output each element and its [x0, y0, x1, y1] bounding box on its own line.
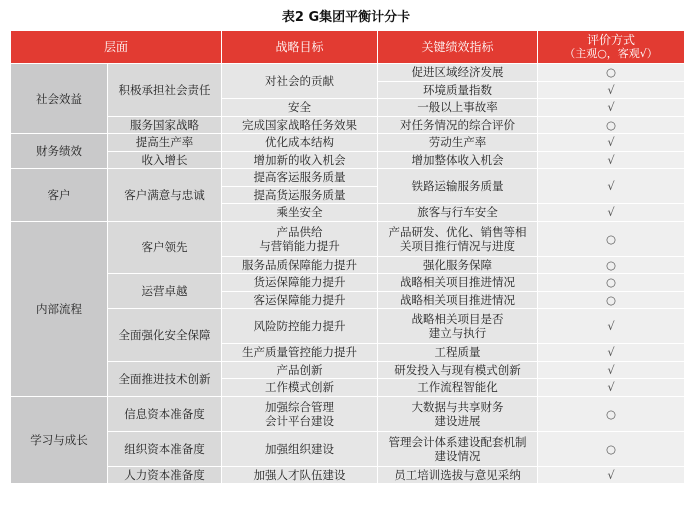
table-row [11, 309, 685, 344]
kpi-cell: 战略相关项目推进情况 [378, 291, 538, 309]
goal-cell: 风险防控能力提升 [222, 309, 378, 344]
goal-cell: 加强组织建设 [222, 431, 378, 466]
eval-cell: √ [538, 81, 685, 99]
table-row [11, 116, 685, 134]
kpi-cell: 员工培训选拔与意见采纳 [378, 466, 538, 484]
kpi-cell: 强化服务保障 [378, 256, 538, 274]
sublevel-cell: 服务国家战略 [108, 116, 222, 134]
goal-cell: 完成国家战略任务效果 [222, 116, 378, 134]
sublevel-cell: 全面推进技术创新 [108, 361, 222, 396]
kpi-text: 产品研发、优化、销售等相 关项目推行情况与进度 [388, 224, 527, 253]
sublevel-cell: 全面强化安全保障 [108, 309, 222, 362]
eval-cell: ○ [538, 396, 685, 431]
kpi-cell: 一般以上事故率 [378, 99, 538, 117]
kpi-cell: 铁路运输服务质量 [378, 169, 538, 204]
sublevel-cell: 提高生产率 [108, 134, 222, 152]
goal-cell: 产品创新 [222, 361, 378, 379]
header-eval-title: 评价方式 [587, 33, 636, 47]
kpi-text: 战略相关项目是否 建立与执行 [411, 312, 504, 340]
goal-cell: 客运保障能力提升 [222, 291, 378, 309]
kpi-cell: 对任务情况的综合评价 [378, 116, 538, 134]
header-eval-legend: （主观○，客观√） [564, 47, 658, 60]
goal-cell: 提高客运服务质量 [222, 169, 378, 187]
goal-text: 加强综合管理 会计平台建设 [265, 399, 335, 428]
table-row [11, 361, 685, 379]
goal-cell: 货运保障能力提升 [222, 274, 378, 292]
kpi-cell: 促进区域经济发展 [378, 64, 538, 82]
goal-cell [222, 221, 378, 256]
eval-cell: √ [538, 379, 685, 397]
goal-cell [222, 396, 378, 431]
eval-cell: ○ [538, 274, 685, 292]
table-row [11, 431, 685, 466]
table-row [11, 396, 685, 431]
table-row [11, 151, 685, 169]
eval-cell: √ [538, 151, 685, 169]
level-cell: 客户 [11, 169, 108, 222]
header-goal: 战略目标 [222, 31, 378, 64]
goal-cell: 服务品质保障能力提升 [222, 256, 378, 274]
header-level: 层面 [11, 31, 222, 64]
table-row [11, 466, 685, 484]
eval-cell: √ [538, 466, 685, 484]
kpi-cell: 旅客与行车安全 [378, 204, 538, 222]
sublevel-cell: 组织资本准备度 [108, 431, 222, 466]
goal-text: 产品供给 与营销能力提升 [259, 224, 340, 253]
sublevel-cell: 积极承担社会责任 [108, 64, 222, 117]
goal-cell: 对社会的贡献 [222, 64, 378, 99]
level-cell: 社会效益 [11, 64, 108, 134]
eval-cell: ○ [538, 64, 685, 82]
kpi-cell: 研发投入与现有模式创新 [378, 361, 538, 379]
eval-cell: √ [538, 99, 685, 117]
table-row [11, 64, 685, 82]
goal-cell: 优化成本结构 [222, 134, 378, 152]
kpi-cell: 增加整体收入机会 [378, 151, 538, 169]
kpi-cell [378, 431, 538, 466]
goal-cell: 生产质量管控能力提升 [222, 344, 378, 362]
kpi-cell: 劳动生产率 [378, 134, 538, 152]
sublevel-cell: 客户领先 [108, 221, 222, 274]
header-eval [538, 31, 685, 64]
goal-cell: 工作模式创新 [222, 379, 378, 397]
header-kpi: 关键绩效指标 [378, 31, 538, 64]
table-row [11, 221, 685, 256]
sublevel-cell: 信息资本准备度 [108, 396, 222, 431]
eval-cell: ○ [538, 291, 685, 309]
goal-cell: 提高货运服务质量 [222, 186, 378, 204]
kpi-cell: 工程质量 [378, 344, 538, 362]
eval-cell: √ [538, 309, 685, 344]
kpi-text: 管理会计体系建设配套机制 建设情况 [388, 434, 527, 463]
kpi-cell [378, 396, 538, 431]
kpi-cell [378, 309, 538, 344]
kpi-text: 大数据与共享财务 建设进展 [411, 399, 504, 428]
kpi-cell: 工作流程智能化 [378, 379, 538, 397]
sublevel-cell: 运营卓越 [108, 274, 222, 309]
eval-cell: ○ [538, 116, 685, 134]
table-row [11, 169, 685, 187]
eval-cell: √ [538, 134, 685, 152]
eval-cell: ○ [538, 221, 685, 256]
kpi-cell: 环境质量指数 [378, 81, 538, 99]
eval-cell: √ [538, 344, 685, 362]
kpi-cell: 战略相关项目推进情况 [378, 274, 538, 292]
goal-cell: 安全 [222, 99, 378, 117]
table-row [11, 134, 685, 152]
sublevel-cell: 人力资本准备度 [108, 466, 222, 484]
eval-cell: ○ [538, 256, 685, 274]
sublevel-cell: 客户满意与忠诚 [108, 169, 222, 222]
table-title: 表2 G集团平衡计分卡 [281, 10, 411, 25]
eval-cell: √ [538, 204, 685, 222]
sublevel-cell: 收入增长 [108, 151, 222, 169]
goal-cell: 加强人才队伍建设 [222, 466, 378, 484]
level-cell: 学习与成长 [11, 396, 108, 484]
kpi-cell [378, 221, 538, 256]
goal-cell: 增加新的收入机会 [222, 151, 378, 169]
level-cell: 财务绩效 [11, 134, 108, 169]
goal-cell: 乘坐安全 [222, 204, 378, 222]
eval-cell: ○ [538, 431, 685, 466]
eval-cell: √ [538, 361, 685, 379]
eval-cell: √ [538, 169, 685, 204]
balanced-scorecard-table [10, 30, 685, 484]
table-row [11, 274, 685, 292]
level-cell: 内部流程 [11, 221, 108, 396]
